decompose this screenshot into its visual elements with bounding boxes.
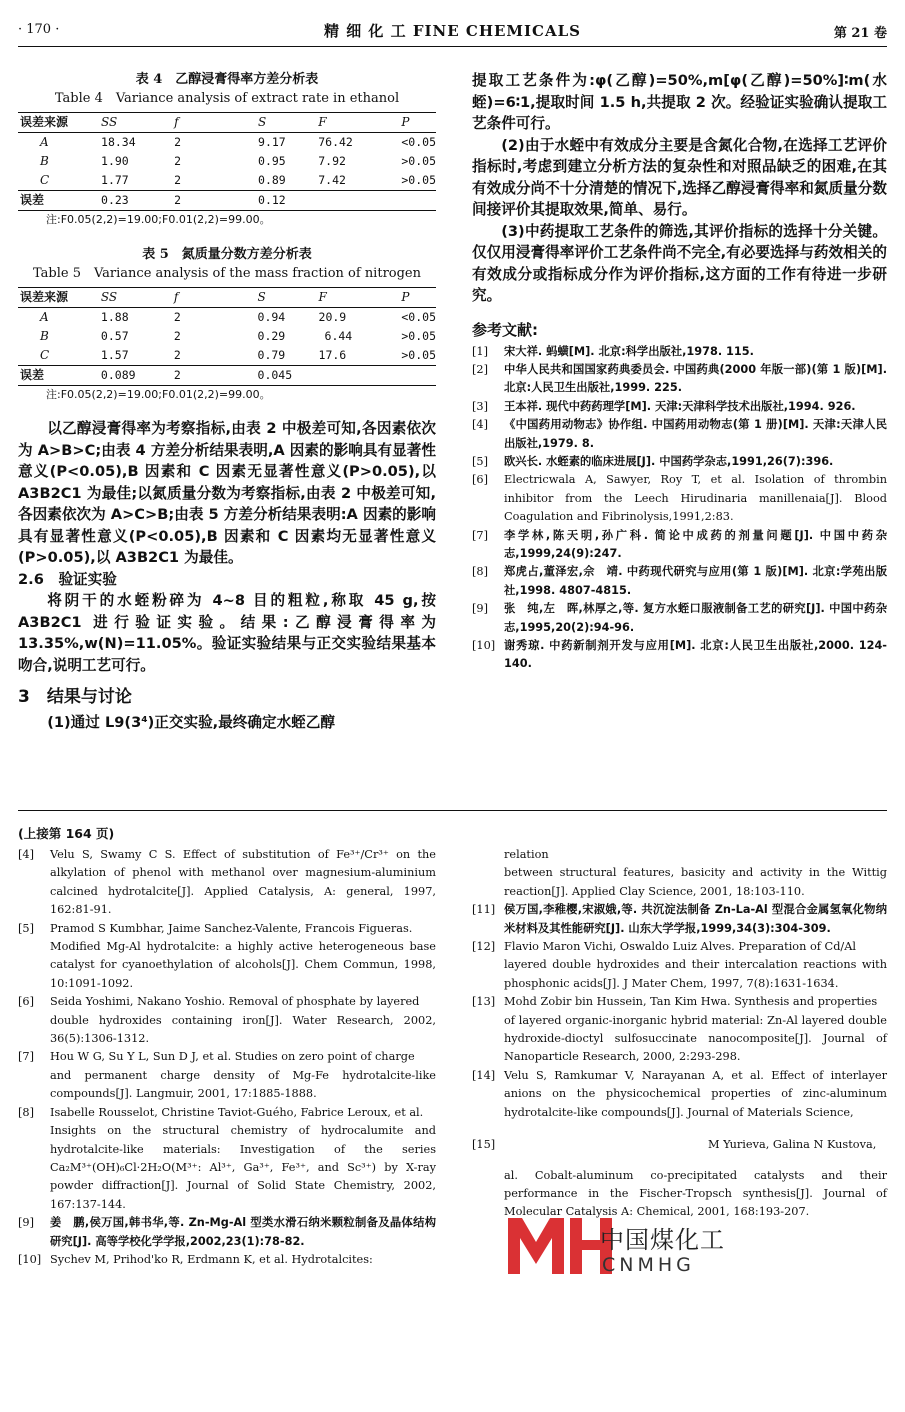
reference-item: [3] 王本祥. 现代中药药理学[M]. 天津:天津科学技术出版社,1994. 926. [472, 399, 856, 413]
reference-item: [6] Electricwala A, Sawyer, Roy T, et al. Isolation of thrombin inhibitor from the Leech Hirudinaria manillenaia[J]. Blood Coagulation and Fibrinolysis,1991,2:83. [472, 473, 887, 524]
reference-item: [8] Isabelle Rousselot, Christine Taviot-Guého, Fabrice Leroux, et al. Insights on the structural chemistry of hydrocalumite and hydrotalcite-like materials: Investigation of the series Ca₂M³⁺(OH)₆Cl·2H₂O(M³⁺: Al³⁺, Ga³⁺, Fe³⁺, and Sc³⁺) by X-ray powder diffraction[J]. Journal of Solid State Chemistry, 2002, 167:137-144. [18, 1105, 436, 1211]
table-cell: 7.92 [318, 154, 346, 168]
table-cell: >0.05 [401, 329, 436, 343]
body-paragraph: 提取工艺条件为:φ(乙醇)=50%,m[φ(乙醇)=50%]∶m(水蛭)=6∶1,提取时间 1.5 h,共提取 2 次。经验证实验确认提取工艺条件可行。 [472, 72, 887, 132]
reference-item: [9] 姜 鹏,侯万国,韩书华,等. Zn-Mg-Al 型类水滑石纳米颗粒制备及晶体结构研究[J]. 高等学校化学学报,2002,23(1):78-82. [18, 1216, 436, 1248]
table-cell: 0.95 [258, 154, 286, 168]
table-cell: 误差 [18, 366, 89, 386]
table-header-cell: P [387, 113, 436, 133]
table-header-cell: F [312, 113, 387, 133]
reference-item: [6] Seida Yoshimi, Nakano Yoshio. Removal of phosphate by layered double hydroxides containing iron[J]. Water Research, 2002, 36(5):1306-1312. [18, 995, 436, 1046]
reference-item: [9] 张 纯,左 晖,林厚之,等. 复方水蛭口服液制备工艺的研究[J]. 中国中药杂志,1995,20(2):94-96. [472, 602, 887, 634]
table-header-cell: 误差来源 [18, 288, 89, 308]
table-cell: C [40, 173, 50, 187]
reference-item: [7] Hou W G, Su Y L, Sun D J, et al. Studies on zero point of charge and permanent charge density of Mg-Fe hydrotalcite-like compounds[J]. Langmuir, 2001, 17:1885-1888. [18, 1050, 436, 1101]
body-paragraph: 将阴干的水蛭粉碎为 4~8 目的粗粒,称取 45 g,按 A3B2C1 进行验证实验。结果:乙醇浸膏得率为 13.35%,w(N)=11.05%。验证实验结果与正交实验结果基本吻合,说明工艺可行。 [18, 592, 436, 674]
reference-item: [5] 欧兴长. 水蛭素的临床进展[J]. 中国药学杂志,1991,26(7):396. [472, 454, 834, 468]
continued-label: (上接第 164 页) [18, 826, 115, 841]
table-header-cell: 误差来源 [18, 113, 89, 133]
table-cell: 2 [174, 173, 182, 187]
section-heading-2-6: 2.6 验证实验 [18, 570, 117, 588]
table-cell: <0.05 [401, 310, 436, 324]
volume-label: 第 21 卷 [833, 26, 887, 41]
table-4 [18, 70, 436, 229]
table-header-cell: S [238, 113, 312, 133]
running-header [18, 20, 887, 40]
reference-item: [5] Pramod S Kumbhar, Jaime Sanchez-Valente, Francois Figueras. Modified Mg-Al hydrotalcite: a highly active heterogeneous base catalyst for cyanoethylation of alcohols[J]. Chem Commun, 1998, 10:1091-1092. [18, 921, 436, 990]
reference-item: [10] Sychev M, Prihod'ko R, Erdmann K, et al. Hydrotalcites: [18, 1252, 373, 1266]
table-cell: 17.6 [318, 348, 347, 362]
table-row [18, 327, 436, 346]
table-5-caption-en: Table 5 Variance analysis of the mass fraction of nitrogen [32, 266, 421, 281]
table-cell: 0.94 [257, 310, 286, 324]
table-cell: 2 [170, 366, 238, 386]
table-header-cell: f [170, 288, 238, 308]
table-cell [312, 191, 387, 211]
table-cell: 6.44 [324, 329, 353, 343]
table-cell: 0.12 [238, 191, 312, 211]
table-4-note: 注:F0.05(2,2)=19.00;F0.01(2,2)=99.00。 [46, 213, 271, 226]
body-paragraph: (3)中药提取工艺条件的筛选,其评价指标的选择十分关键。仅仅用浸膏得率评价工艺条件尚不完全,有必要选择与药效相关的有效成分或指标成分作为评价指标,这方面的工作有待进一步研究。 [472, 222, 887, 304]
table-cell: 2 [173, 348, 181, 362]
table-row [18, 171, 436, 191]
table-cell: C [40, 348, 50, 362]
table-cell: >0.05 [401, 173, 436, 187]
table-row [18, 152, 436, 171]
body-paragraph: (1)通过 L9(3⁴)正交实验,最终确定水蛭乙醇 [47, 714, 335, 731]
table-row [18, 366, 436, 386]
table-header-cell: f [170, 113, 238, 133]
reference-item: [4] 《中国药用动物志》协作组. 中国药用动物志(第 1 册)[M]. 天津:天津人民出版社,1979. 8. [472, 418, 887, 450]
reference-item: [15] M Yurieva, Galina N Kustova, [472, 1138, 877, 1152]
table-cell [387, 366, 436, 386]
left-column [18, 70, 436, 734]
table-cell: 2 [170, 191, 238, 211]
table-4-caption-cn: 表 4 乙醇浸膏得率方差分析表 [135, 72, 319, 87]
table-cell: 7.42 [318, 173, 346, 187]
table-5-caption-cn: 表 5 氮质量分数方差分析表 [142, 247, 312, 262]
reference-item: [13] Mohd Zobir bin Hussein, Tan Kim Hwa. Synthesis and properties of layered organic-inorganic hybrid material: Zn-Al layered double hydroxide-dioctyl sulfosuccinate nanocomposite[J]. Journal of Nanoparticle Research, 2000, 2:293-298. [472, 995, 887, 1064]
reference-item: [14] Velu S, Ramkumar V, Narayanan A, et al. Effect of interlayer anions on the physicochemical properties of zinc-aluminum hydrotalcite-like compounds[J]. Journal of Materials Science, [472, 1068, 887, 1119]
table-cell: >0.05 [401, 154, 436, 168]
watermark-text-cn: 中国煤化工 [600, 1226, 725, 1254]
watermark-text-en: CNMHG [602, 1254, 695, 1276]
table-cell: 0.79 [257, 348, 286, 362]
table-row [18, 308, 436, 328]
journal-title: 精 细 化 工 FINE CHEMICALS [323, 22, 582, 40]
references-title: 参考文献: [472, 320, 538, 339]
right-column [472, 70, 887, 674]
reference-item: [1] 宋大祥. 蚂蟥[M]. 北京:科学出版社,1978. 115. [472, 344, 754, 358]
continued-references-left [18, 824, 436, 1269]
table-cell: 2 [174, 135, 182, 149]
table-cell [387, 191, 436, 211]
table-header-cell: S [238, 288, 313, 308]
table-cell: A [40, 310, 49, 324]
table-cell: 9.17 [258, 135, 286, 149]
table-cell: 1.77 [101, 173, 129, 187]
continued-references-right [472, 846, 887, 1222]
section-divider [18, 810, 887, 811]
table-5 [18, 245, 436, 404]
table-cell: 20.9 [318, 310, 347, 324]
reference-item: [12] Flavio Maron Vichi, Oswaldo Luiz Alves. Preparation of Cd/Al layered double hydroxides and their intercalation reactions with phosphonic acids[J]. J Mater Chem, 1997, 7(8):1631-1634. [472, 940, 887, 990]
table-cell: 误差 [18, 191, 89, 211]
reference-item: [11] 侯万国,李稚樱,宋淑娥,等. 共沉淀法制备 Zn-La-Al 型混合金属氢氧化物纳米材料及其性能研究[J]. 山东大学学报,1999,34(3):304-309. [472, 903, 887, 935]
table-header-cell: P [387, 288, 436, 308]
reference-item: relation between structural features, basicity and activity in the Wittig reaction[J]. Applied Clay Science, 2001, 18:103-110. [504, 848, 887, 898]
table-cell: 2 [173, 329, 181, 343]
table-4-grid [18, 112, 436, 211]
section-heading-3: 3 结果与讨论 [18, 687, 132, 707]
body-paragraph: 以乙醇浸膏得率为考察指标,由表 2 中极差可知,各因素依次为 A>B>C;由表 4 方差分析结果表明,A 因素的影响具有显著性意义(P<0.05),B 因素和 C 因素无显著性意义(P>0.05),以 A3B2C1 为最佳;以氮质量分数为考察指标,由表 2 中极差可知,各因素依次为 A>C>B;由表 5 方差分析结果表明:A 因素的影响具有显著性意义(P<0.05),B 因素和 C 因素均无显著性意义(P>0.05),以 A3B2C1 为最佳。 [18, 420, 436, 566]
table-cell: 76.42 [318, 135, 353, 149]
table-cell: B [40, 154, 49, 168]
table-cell: 18.34 [101, 135, 136, 149]
table-cell: 1.90 [101, 154, 129, 168]
reference-item: [4] Velu S, Swamy C S. Effect of substitution of Fe³⁺/Cr³⁺ on the alkylation of phenol with methanol over magnesium-aluminium calcined hydrotalcite[J]. Applied Catalysis, A: general, 1997, 162:81-91. [18, 848, 436, 917]
page-number: · 170 · [18, 22, 60, 37]
table-header-cell: SS [89, 113, 170, 133]
table-cell: 0.045 [238, 366, 313, 386]
table-4-caption-en: Table 4 Variance analysis of extract rate in ethanol [54, 91, 400, 106]
table-cell: 2 [173, 310, 181, 324]
table-5-grid [18, 287, 436, 386]
table-cell: >0.05 [401, 348, 436, 362]
table-cell: 2 [174, 154, 182, 168]
table-cell: <0.05 [401, 135, 436, 149]
table-cell: 0.089 [89, 366, 170, 386]
table-cell: B [40, 329, 49, 343]
table-cell: 0.57 [100, 329, 129, 343]
reference-item: [7] 李学林,陈天明,孙广科. 简论中成药的剂量问题[J]. 中国中药杂志,1999,24(9):247. [472, 528, 887, 560]
table-cell: 1.57 [100, 348, 129, 362]
table-cell: 1.88 [100, 310, 129, 324]
body-paragraph: (2)由于水蛭中有效成分主要是含氮化合物,在选择工艺评价指标时,考虑到建立分析方法的复杂性和对照品缺乏的困难,在其有效成分尚不十分清楚的情况下,选择乙醇浸膏得率和氮质量分数间接评价其提取效果,简单、易行。 [472, 136, 887, 218]
reference-item: al. Cobalt-aluminum co-precipitated catalysts and their performance in the Fischer-Tropsch synthesis[J]. Journal of Molecular Catalysis A: Chemical, 2001, 168:193-207. [504, 1168, 887, 1219]
header-rule [18, 46, 887, 47]
reference-item: [8] 郑虎占,董泽宏,佘 靖. 中药现代研究与应用(第 1 版)[M]. 北京:学苑出版社,1998. 4807-4815. [472, 565, 887, 597]
table-cell: A [40, 135, 49, 149]
table-row [18, 191, 436, 211]
reference-list [472, 343, 887, 674]
reference-item: [10] 谢秀琼. 中药新制剂开发与应用[M]. 北京:人民卫生出版社,2000. 124-140. [472, 639, 887, 671]
table-cell: 0.29 [257, 329, 286, 343]
table-header-cell: F [313, 288, 388, 308]
table-row [18, 133, 436, 153]
table-row [18, 346, 436, 366]
table-5-note: 注:F0.05(2,2)=19.00;F0.01(2,2)=99.00。 [46, 388, 271, 401]
reference-item: [2] 中华人民共和国国家药典委员会. 中国药典(2000 年版一部)(第 1 版)[M]. 北京:人民卫生出版社,1999. 225. [472, 362, 887, 395]
table-header-cell: SS [89, 288, 170, 308]
table-cell [313, 366, 388, 386]
table-cell: 0.23 [89, 191, 170, 211]
table-cell: 0.89 [258, 173, 286, 187]
